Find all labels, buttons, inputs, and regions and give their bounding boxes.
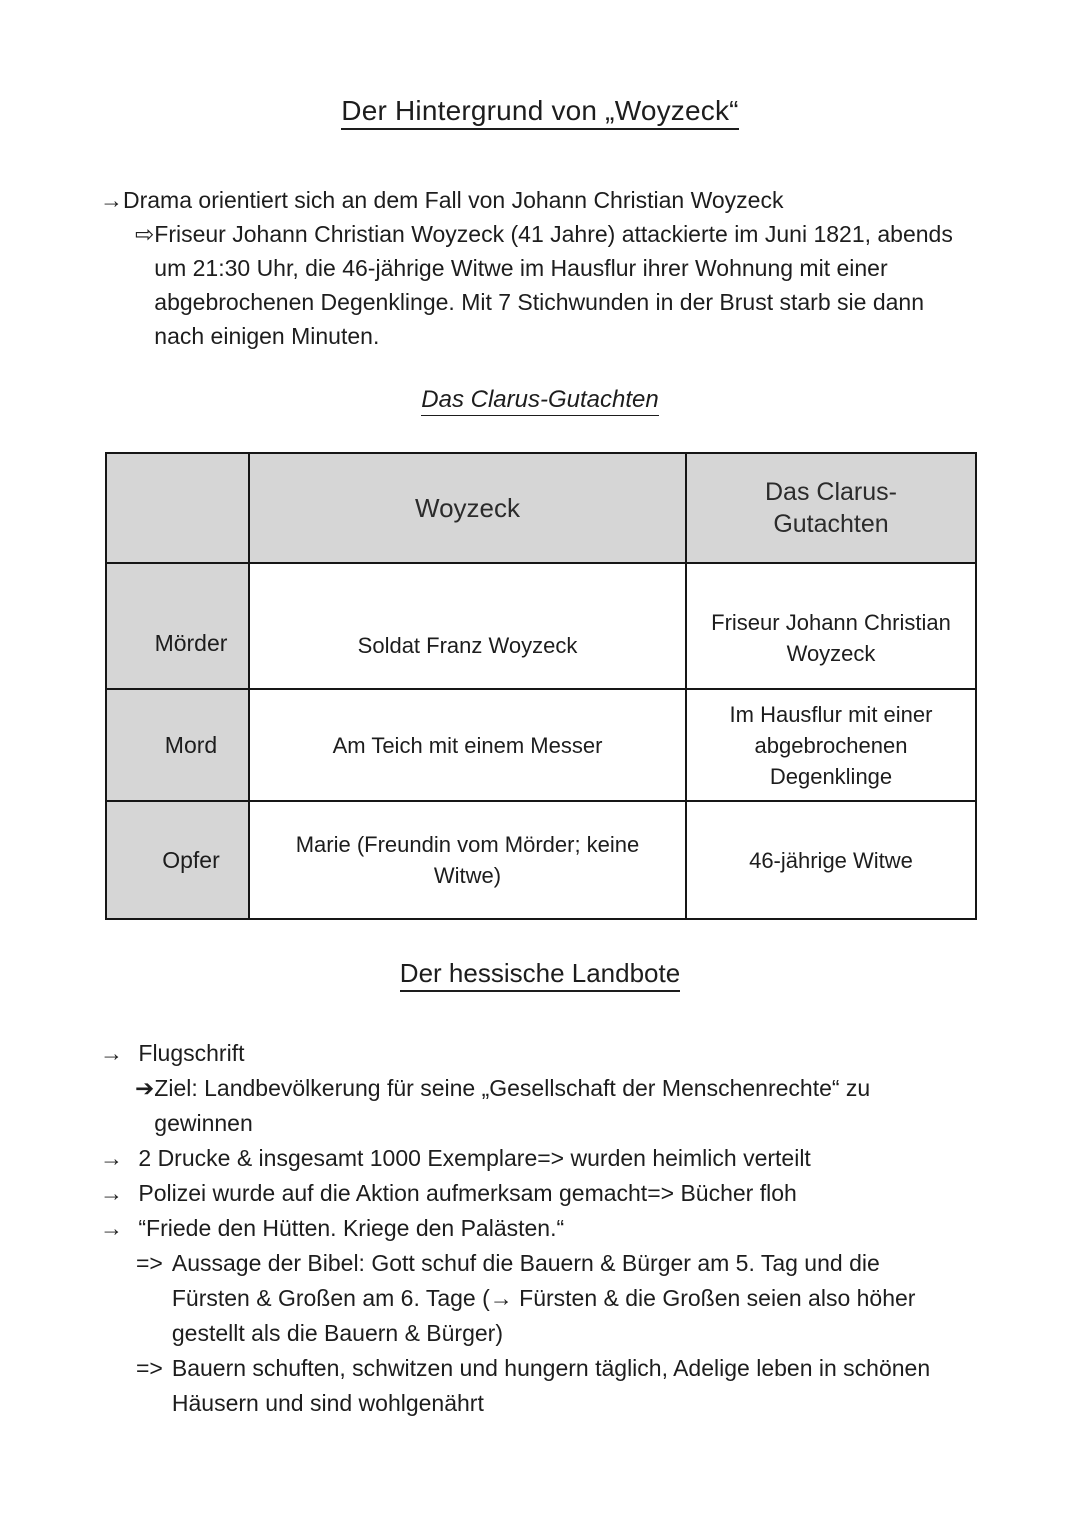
table-row (106, 563, 976, 689)
list-item (100, 1176, 980, 1211)
arrow-right-icon: → (100, 1215, 130, 1241)
table-cell: Marie (Freundin vom Mörder; keine Witwe) (249, 801, 686, 919)
bullet-text: Bauern schuften, schwitzen und hungern täglich, Adelige leben in schönen Häusern und sind wohlgenährt (171, 1355, 931, 1416)
landbote-heading-text: Der hessische Landbote (400, 958, 680, 992)
table-header-clarus: Das Clarus-Gutachten (686, 453, 976, 563)
table-header-empty (106, 453, 249, 563)
table-cell: Im Hausflur mit einer abgebrochenen Degenklinge (686, 689, 976, 801)
bullet-text: Friseur Johann Christian Woyzeck (41 Jahre) attackierte im Juni 1821, abends um 21:30 Uhr, die 46-jährige Witwe im Hausflur ihrer Wohnung mit einer abgebrochenen Degenklinge. Mit 7 Stichwunden in der Brust starb sie dann nach einigen Minuten. (154, 221, 953, 349)
intro-section (100, 183, 980, 353)
table-cell: Soldat Franz Woyzeck (249, 563, 686, 689)
page-title-text: Der Hintergrund von „Woyzeck“ (341, 95, 738, 130)
table-header-woyzeck: Woyzeck (249, 453, 686, 563)
row-label: Mörder (106, 563, 249, 689)
list-item (100, 1141, 980, 1176)
implies-marker: => (136, 1355, 163, 1381)
table-header-row (106, 453, 976, 563)
arrow-right-heavy-icon: ➔ (135, 1075, 155, 1101)
landbote-section (100, 1036, 980, 1421)
landbote-heading (0, 958, 1080, 989)
page-title (0, 95, 1080, 127)
implies-marker: => (136, 1250, 163, 1276)
clarus-heading (0, 386, 1080, 414)
arrow-right-icon: → (100, 1180, 130, 1206)
table-cell: 46-jährige Witwe (686, 801, 976, 919)
bullet-text: Aussage der Bibel: Gott schuf die Bauern & Bürger am 5. Tag und die Fürsten & Großen am 6. Tage (→ Fürsten & die Großen seien also höher gestellt als die Bauern & Bürger) (171, 1250, 916, 1346)
bullet-text: Flugschrift (138, 1040, 245, 1066)
bullet-text: 2 Drucke & insgesamt 1000 Exemplare=> wurden heimlich verteilt (138, 1145, 811, 1171)
list-item (136, 1246, 980, 1351)
bullet-text: “Friede den Hütten. Kriege den Palästen.“ (138, 1215, 565, 1241)
list-item (100, 1036, 980, 1071)
row-label: Opfer (106, 801, 249, 919)
arrow-right-hollow-icon: ⇨ (135, 221, 155, 247)
list-item (136, 1351, 980, 1421)
list-item (100, 183, 980, 217)
table-row (106, 689, 976, 801)
row-label: Mord (106, 689, 249, 801)
table-row (106, 801, 976, 919)
arrow-right-icon: → (100, 1040, 130, 1066)
bullet-text: Polizei wurde auf die Aktion aufmerksam gemacht=> Bücher floh (138, 1180, 797, 1206)
bullet-text: Ziel: Landbevölkerung für seine „Gesellschaft der Menschenrechte“ zu gewinnen (154, 1075, 871, 1136)
arrow-right-icon: → (100, 187, 123, 213)
list-item (135, 217, 980, 353)
arrow-right-icon: → (100, 1145, 130, 1171)
clarus-heading-text: Das Clarus-Gutachten (421, 386, 658, 416)
list-item (100, 1211, 980, 1246)
table-cell: Am Teich mit einem Messer (249, 689, 686, 801)
bullet-text: Drama orientiert sich an dem Fall von Johann Christian Woyzeck (123, 187, 784, 213)
clarus-table (105, 452, 977, 920)
table-cell: Friseur Johann Christian Woyzeck (686, 563, 976, 689)
list-item (135, 1071, 980, 1141)
